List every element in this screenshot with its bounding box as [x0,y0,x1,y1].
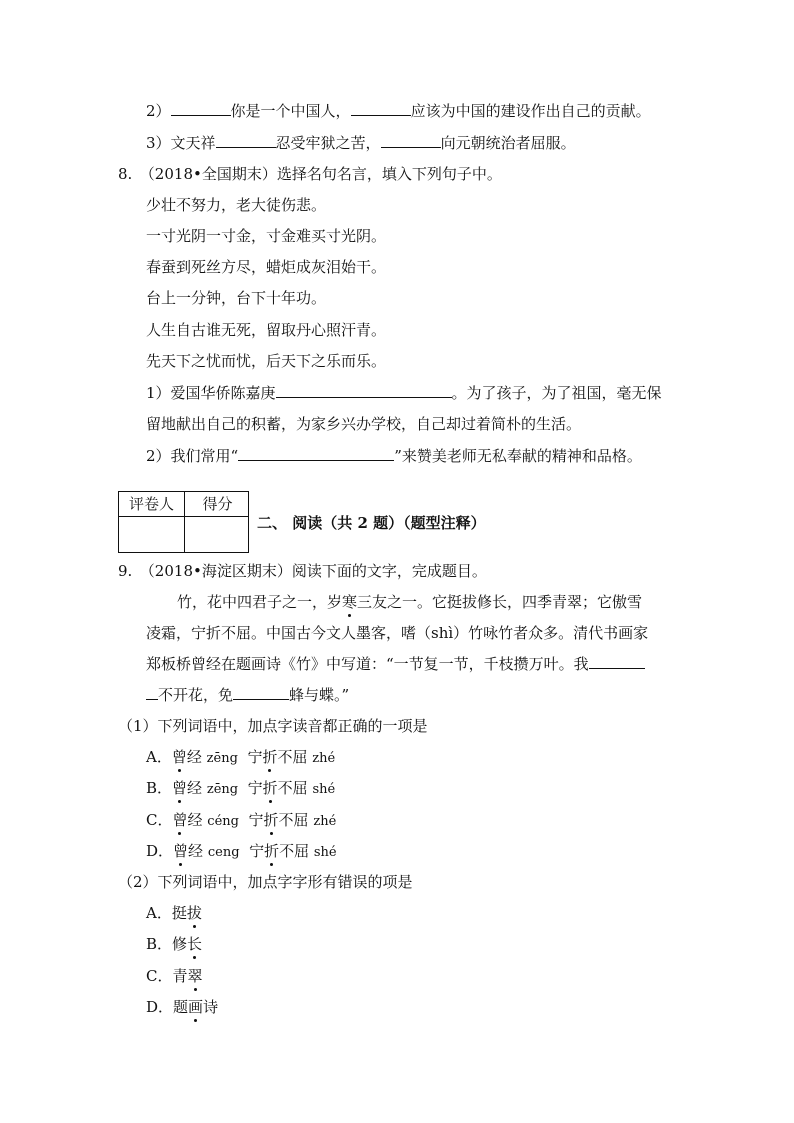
q8-item-1-cont: 留地献出自己的积蓄，为家乡兴办学校，自己却过着简朴的生活。 [146,415,582,433]
answer-blank[interactable] [233,685,289,700]
score-label: 得分 [202,495,233,513]
option-c[interactable]: C．曾经 céng 宁折不屈 zhé [146,811,337,829]
q9-sub-1-stem: （1）下列词语中，加点字读音都正确的一项是 [118,717,428,735]
q9-sub-2-stem: （2）下列词语中，加点字字形有错误的项是 [118,873,413,891]
quote-line: 春蚕到死丝方尽，蜡炬成灰泪始干。 [146,258,387,276]
passage-line: 凌霜，宁折不屈。中国古今文人墨客，嗜（shì）竹咏竹者众多。清代书画家 [146,624,649,642]
option-c[interactable]: C．青翠 [146,967,203,985]
quote-line: 少壮不努力，老大徒伤悲。 [146,196,327,214]
grading-table [118,491,249,553]
section-2-title: 二、 阅读（共 2 题）（题型注释） [257,514,486,532]
option-d[interactable]: D．题画诗 [146,998,219,1016]
grader-label: 评卷人 [128,495,174,513]
quote-line: 台上一分钟，台下十年功。 [146,289,327,307]
answer-blank[interactable] [216,133,276,148]
q7-item-2: 2） 你是一个中国人， 应该为中国的建设作出自己的贡献。 [146,102,651,120]
quote-line: 人生自古谁无死，留取丹心照汗青。 [146,321,387,339]
option-b[interactable]: B．修长 [146,935,203,953]
answer-blank[interactable] [351,101,411,116]
answer-blank[interactable] [589,654,645,669]
option-a[interactable]: A．挺拔 [146,904,202,922]
quote-line: 一寸光阴一寸金，寸金难买寸光阴。 [146,227,387,245]
answer-blank[interactable] [146,685,158,700]
passage-line: 郑板桥曾经在题画诗《竹》中写道：“一节复一节，千枝攒万叶。我 [146,654,645,674]
passage-line: 不开花，免 蜂与蝶。” [146,685,349,705]
answer-blank[interactable] [381,133,441,148]
emphasis-char: 寒 [342,593,358,611]
q8-item-1: 1）爱国华侨陈嘉庚 。为了孩子，为了祖国，毫无保 [146,384,662,402]
option-b[interactable]: B．曾经 zēng 宁折不屈 shé [146,779,336,797]
q8-item-2: 2）我们常用“ ”来赞美老师无私奉献的精神和品格。 [146,447,642,465]
option-d[interactable]: D．曾经 ceng 宁折不屈 shé [146,842,337,860]
q8-header: 8. （2018•全国期末）选择名句名言，填入下列句子中。 [118,165,502,183]
option-a[interactable]: A．曾经 zēng 宁折不屈 zhé [146,748,336,766]
quote-line: 先天下之忧而忧，后天下之乐而乐。 [146,352,387,370]
q9-header: 9. （2018•海淀区期末）阅读下面的文字，完成题目。 [118,562,487,580]
answer-blank[interactable] [238,446,394,461]
answer-blank[interactable] [171,101,231,116]
q7-item-3: 3）文天祥 忍受牢狱之苦， 向元朝统治者屈服。 [146,134,576,152]
passage-line: 竹，花中四君子之一，岁寒三友之一。它挺拔修长，四季青翠；它傲雪 [177,593,643,611]
answer-blank[interactable] [276,383,452,398]
